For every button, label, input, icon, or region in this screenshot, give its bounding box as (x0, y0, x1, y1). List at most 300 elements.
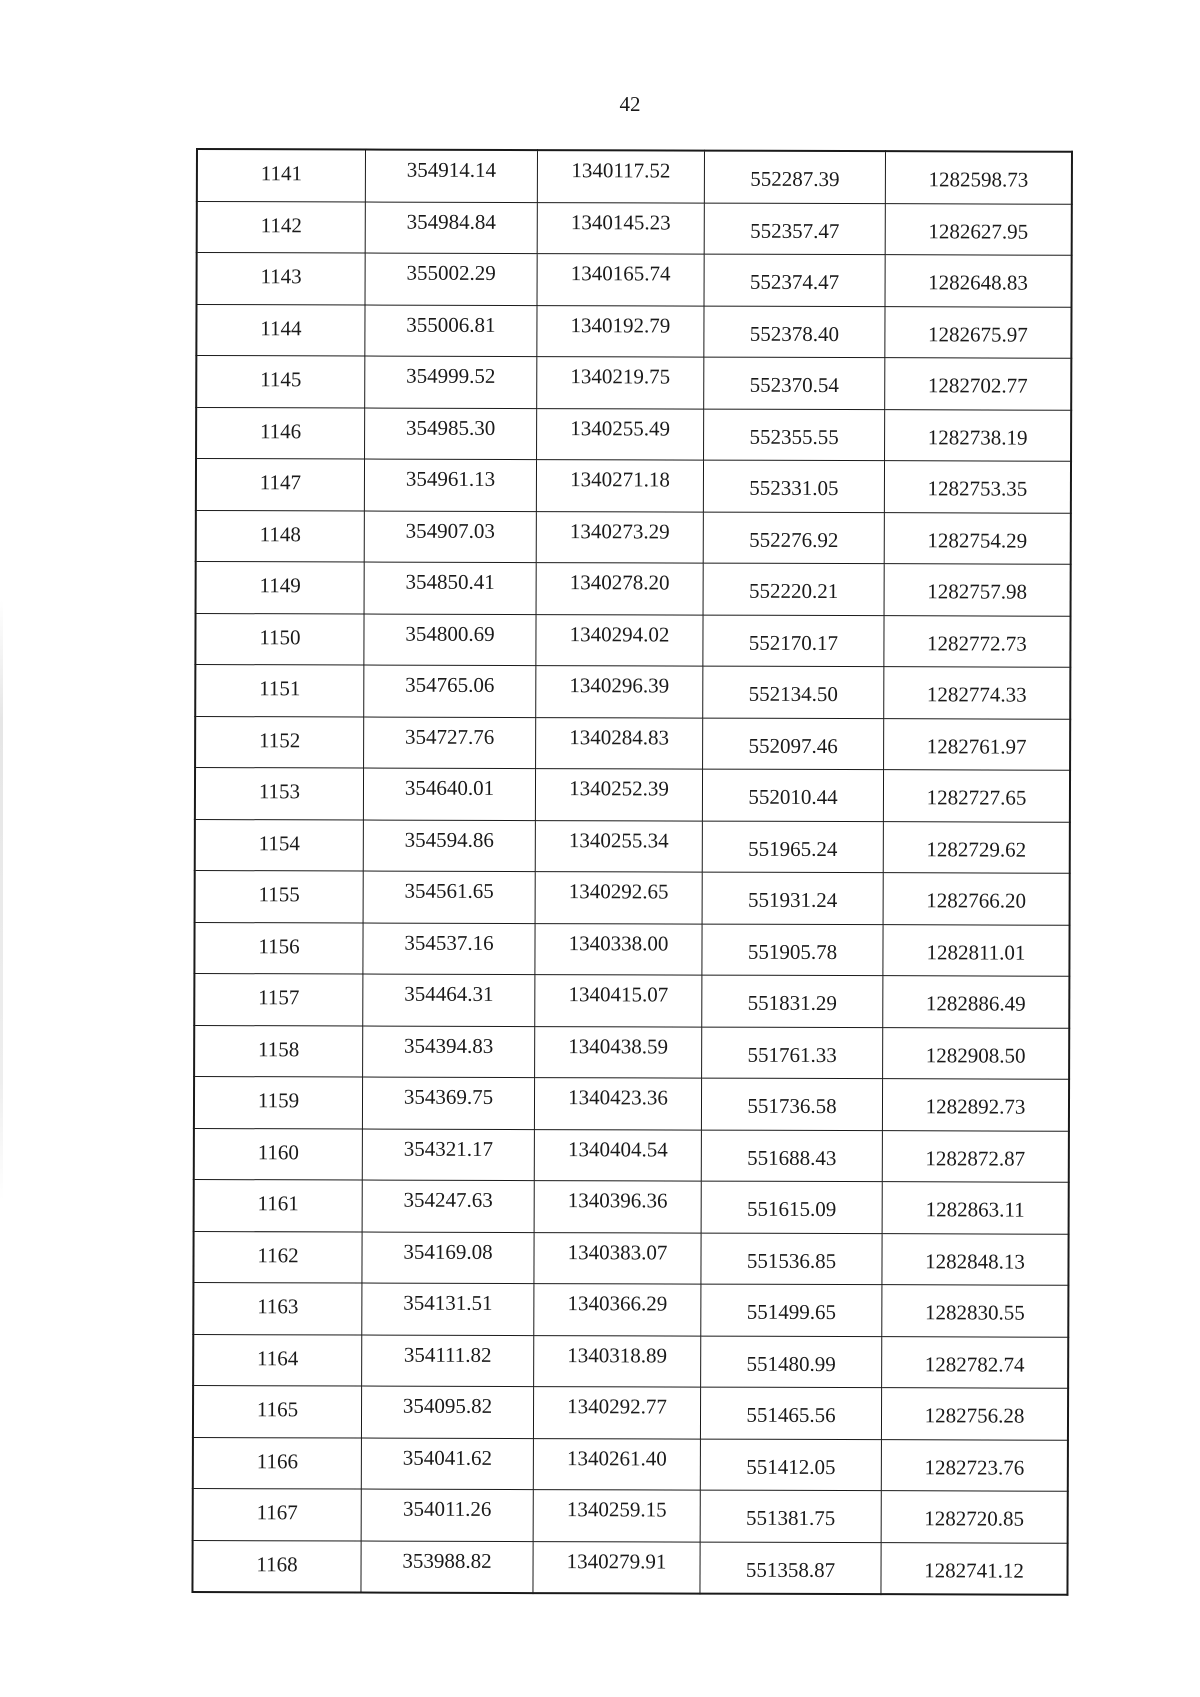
cell-value: 355006.81 (406, 312, 496, 337)
cell-value: 552097.46 (748, 733, 838, 758)
table-cell-y-coordinate-b (882, 1130, 1069, 1182)
cell-value: 1340423.36 (568, 1085, 668, 1110)
cell-value: 1340117.52 (571, 158, 671, 183)
table-cell-x-coordinate-a (364, 459, 536, 511)
table-cell-x-coordinate-b (701, 1284, 882, 1336)
table-cell-point-id (194, 1025, 363, 1077)
table-cell-y-coordinate-a (535, 923, 702, 975)
cell-value: 551931.24 (747, 887, 838, 913)
cell-value: 552134.50 (748, 681, 838, 707)
cell-value: 1282766.20 (926, 888, 1027, 913)
table-cell-x-coordinate-b (700, 1439, 881, 1491)
table-cell-x-coordinate-b (702, 872, 883, 924)
cell-value: 354765.06 (405, 672, 495, 698)
cell-value: 551905.78 (747, 939, 838, 964)
table-cell-y-coordinate-b (881, 1542, 1068, 1595)
table-cell-x-coordinate-a (365, 202, 537, 254)
cell-value: 1340366.29 (567, 1291, 668, 1316)
table-cell-x-coordinate-a (363, 820, 535, 872)
cell-value: 1168 (256, 1551, 298, 1577)
cell-value: 354321.17 (403, 1136, 494, 1161)
cell-value: 354369.75 (403, 1084, 494, 1110)
cell-value: 354850.41 (405, 569, 495, 595)
cell-value: 1340438.59 (568, 1033, 669, 1059)
cell-value: 354247.63 (403, 1187, 493, 1213)
cell-value: 552220.21 (748, 578, 839, 604)
cell-value: 354169.08 (403, 1239, 493, 1264)
table-cell-x-coordinate-a (361, 1489, 533, 1541)
table-row (194, 1076, 1069, 1130)
table-cell-x-coordinate-b (702, 821, 883, 873)
cell-value: 354999.52 (406, 363, 496, 389)
table-cell-y-coordinate-a (536, 717, 703, 769)
table-cell-x-coordinate-a (361, 1541, 533, 1594)
cell-value: 354640.01 (404, 775, 495, 801)
table-cell-point-id (195, 665, 364, 717)
table-cell-y-coordinate-b (883, 976, 1070, 1028)
table-cell-y-coordinate-b (884, 461, 1071, 513)
table-cell-y-coordinate-a (534, 1078, 701, 1130)
table-cell-y-coordinate-b (885, 306, 1072, 358)
cell-value: 1340294.02 (569, 621, 670, 647)
cell-value: 1340261.40 (566, 1445, 667, 1471)
cell-value: 551536.85 (746, 1248, 837, 1273)
table-cell-y-coordinate-b (884, 667, 1071, 719)
table-cell-x-coordinate-a (362, 1335, 534, 1387)
cell-value: 1282627.95 (928, 219, 1029, 244)
table-cell-point-id (194, 1128, 363, 1180)
cell-value: 551831.29 (747, 990, 837, 1016)
table-cell-x-coordinate-b (702, 769, 883, 821)
table-cell-y-coordinate-a (533, 1387, 700, 1439)
table-cell-point-id (197, 253, 366, 305)
cell-value: 1340145.23 (570, 209, 671, 235)
cell-value: 1340296.39 (569, 673, 670, 698)
cell-value: 1153 (258, 779, 301, 804)
table-row (197, 149, 1072, 204)
cell-value: 1282772.73 (927, 631, 1027, 656)
table-row (196, 562, 1071, 616)
table-cell-x-coordinate-b (703, 666, 884, 718)
table-cell-point-id (193, 1334, 362, 1386)
table-cell-point-id (195, 870, 364, 922)
table-row (196, 407, 1071, 461)
table-cell-point-id (193, 1437, 362, 1489)
table-cell-y-coordinate-a (535, 1026, 702, 1078)
table-row (195, 716, 1070, 770)
cell-value: 354984.84 (406, 209, 496, 234)
table-cell-y-coordinate-a (537, 254, 704, 306)
table-cell-y-coordinate-b (881, 1388, 1068, 1440)
cell-value: 354011.26 (402, 1496, 492, 1522)
cell-value: 354961.13 (405, 466, 496, 492)
cell-value: 1340273.29 (569, 518, 670, 544)
table-cell-point-id (194, 1179, 363, 1231)
cell-value: 1340415.07 (568, 982, 669, 1007)
cell-value: 1340192.79 (570, 312, 671, 338)
cell-value: 551761.33 (747, 1042, 837, 1067)
table-cell-point-id (193, 1385, 362, 1437)
table-cell-y-coordinate-b (882, 1336, 1069, 1388)
coordinate-table-body (192, 149, 1072, 1595)
page-number: 42 (619, 92, 641, 116)
table-cell-x-coordinate-a (364, 511, 536, 563)
table-cell-x-coordinate-a (363, 923, 535, 975)
cell-value: 1282756.28 (924, 1403, 1025, 1428)
table-cell-x-coordinate-b (702, 1027, 883, 1079)
table-cell-point-id (196, 562, 365, 614)
table-row (195, 768, 1070, 822)
cell-value: 552287.39 (750, 166, 840, 192)
cell-value: 354111.82 (403, 1342, 492, 1367)
cell-value: 354985.30 (405, 415, 496, 440)
cell-value: 1157 (258, 985, 300, 1010)
cell-value: 1165 (256, 1397, 299, 1422)
table-cell-x-coordinate-b (704, 306, 885, 358)
cell-value: 1340279.91 (566, 1548, 667, 1574)
table-row (195, 870, 1070, 924)
cell-value: 1340338.00 (568, 930, 669, 956)
scan-edge-shadow (0, 600, 3, 1200)
table-cell-y-coordinate-b (883, 924, 1070, 976)
coordinate-table (191, 148, 1073, 1596)
table-cell-x-coordinate-a (362, 1129, 534, 1181)
table-cell-x-coordinate-b (703, 718, 884, 770)
cell-value: 1166 (256, 1448, 299, 1474)
table-cell-y-coordinate-a (534, 1129, 701, 1181)
cell-value: 1340396.36 (567, 1188, 668, 1213)
table-cell-x-coordinate-b (700, 1490, 881, 1542)
cell-value: 1282648.83 (928, 270, 1028, 295)
table-row (195, 665, 1070, 719)
cell-value: 552010.44 (748, 784, 838, 810)
table-cell-x-coordinate-a (363, 768, 535, 820)
cell-value: 1152 (258, 727, 301, 753)
cell-value: 354394.83 (404, 1033, 494, 1058)
cell-value: 1282757.98 (927, 579, 1028, 604)
cell-value: 354561.65 (404, 878, 494, 904)
cell-value: 1282598.73 (928, 167, 1029, 192)
table-cell-point-id (194, 973, 363, 1025)
cell-value: 551480.99 (746, 1351, 836, 1376)
cell-value: 1282675.97 (928, 322, 1028, 347)
cell-value: 551412.05 (746, 1454, 836, 1479)
table-cell-point-id (196, 356, 365, 408)
cell-value: 1340259.15 (566, 1497, 667, 1522)
cell-value: 1282886.49 (925, 991, 1026, 1016)
cell-value: 552370.54 (749, 372, 839, 398)
table-cell-y-coordinate-b (883, 1027, 1070, 1079)
table-cell-point-id (195, 819, 364, 871)
table-cell-y-coordinate-b (883, 821, 1070, 873)
cell-value: 1160 (257, 1139, 299, 1165)
cell-value: 1151 (259, 676, 301, 701)
table-cell-x-coordinate-b (704, 409, 885, 461)
cell-value: 552276.92 (749, 527, 839, 552)
cell-value: 354095.82 (402, 1393, 493, 1419)
cell-value: 1162 (257, 1242, 299, 1268)
table-cell-x-coordinate-a (365, 356, 537, 408)
table-cell-point-id (192, 1540, 361, 1593)
table-cell-y-coordinate-a (535, 820, 702, 872)
table-cell-x-coordinate-b (701, 1078, 882, 1130)
table-cell-x-coordinate-b (702, 924, 883, 976)
table-cell-y-coordinate-b (883, 873, 1070, 925)
table-row (197, 253, 1072, 307)
cell-value: 354594.86 (404, 827, 494, 852)
table-cell-x-coordinate-a (363, 974, 535, 1026)
table-cell-x-coordinate-a (365, 253, 537, 305)
cell-value: 1144 (260, 315, 302, 341)
table-cell-x-coordinate-b (704, 357, 885, 409)
cell-value: 1146 (259, 418, 302, 444)
table-cell-y-coordinate-b (882, 1285, 1069, 1337)
table-row (196, 356, 1071, 410)
table-cell-y-coordinate-a (537, 305, 704, 357)
cell-value: 354800.69 (405, 621, 495, 646)
table-row (194, 973, 1069, 1027)
cell-value: 552355.55 (749, 424, 839, 449)
cell-value: 1340318.89 (567, 1342, 668, 1368)
cell-value: 1282741.12 (924, 1558, 1024, 1583)
cell-value: 1141 (260, 161, 303, 186)
cell-value: 1167 (256, 1500, 298, 1525)
table-row (196, 304, 1071, 358)
table-cell-point-id (193, 1282, 362, 1334)
table-cell-x-coordinate-a (361, 1386, 533, 1438)
table-cell-y-coordinate-a (533, 1541, 700, 1594)
table-cell-x-coordinate-a (365, 305, 537, 357)
table-row (196, 510, 1071, 564)
cell-value: 1282872.87 (925, 1146, 1026, 1171)
cell-value: 1150 (259, 624, 301, 650)
cell-value: 551615.09 (747, 1196, 837, 1222)
table-cell-y-coordinate-a (533, 1438, 700, 1490)
cell-value: 552378.40 (749, 321, 840, 346)
table-cell-y-coordinate-b (882, 1182, 1069, 1234)
table-row (192, 1540, 1067, 1595)
table-row (193, 1231, 1068, 1285)
table-cell-x-coordinate-b (700, 1542, 881, 1595)
cell-value: 1282702.77 (927, 373, 1028, 398)
table-cell-y-coordinate-a (535, 872, 702, 924)
cell-value: 1340252.39 (569, 776, 669, 801)
table-cell-x-coordinate-b (701, 1130, 882, 1182)
cell-value: 1282727.65 (926, 785, 1027, 810)
cell-value: 1145 (260, 367, 302, 392)
table-cell-point-id (196, 510, 365, 562)
cell-value: 552357.47 (750, 218, 840, 243)
cell-value: 1159 (257, 1088, 300, 1113)
table-row (193, 1282, 1068, 1336)
cell-value: 1340383.07 (567, 1239, 668, 1265)
cell-value: 1282782.74 (924, 1352, 1025, 1377)
table-cell-y-coordinate-b (882, 1079, 1069, 1131)
cell-value: 551465.56 (746, 1402, 836, 1428)
cell-value: 551358.87 (745, 1557, 836, 1582)
cell-value: 1340255.34 (568, 827, 669, 853)
cell-value: 551499.65 (746, 1299, 837, 1325)
coordinate-table-container (191, 148, 1065, 1596)
table-cell-y-coordinate-a (534, 1181, 701, 1233)
table-cell-x-coordinate-b (703, 512, 884, 564)
cell-value: 1282830.55 (924, 1300, 1025, 1325)
cell-value: 1282892.73 (925, 1094, 1026, 1119)
table-cell-point-id (194, 922, 363, 974)
table-cell-y-coordinate-b (884, 615, 1071, 667)
table-cell-x-coordinate-b (704, 203, 885, 255)
cell-value: 354131.51 (403, 1290, 493, 1316)
cell-value: 552170.17 (748, 630, 839, 655)
cell-value: 1143 (260, 264, 302, 289)
cell-value: 1156 (258, 933, 300, 959)
table-cell-y-coordinate-b (884, 512, 1071, 564)
table-cell-x-coordinate-b (701, 1181, 882, 1233)
table-row (195, 819, 1070, 873)
cell-value: 551381.75 (746, 1505, 836, 1531)
cell-value: 1155 (258, 882, 300, 907)
table-row (194, 1025, 1069, 1079)
table-cell-y-coordinate-b (881, 1439, 1068, 1491)
table-row (194, 1179, 1069, 1233)
cell-value: 552331.05 (749, 475, 839, 501)
cell-value: 354464.31 (404, 981, 494, 1007)
table-cell-x-coordinate-a (363, 871, 535, 923)
table-row (193, 1334, 1068, 1388)
table-row (197, 201, 1072, 255)
table-cell-y-coordinate-a (535, 769, 702, 821)
table-cell-point-id (196, 459, 365, 511)
table-cell-x-coordinate-b (702, 975, 883, 1027)
cell-value: 551736.58 (747, 1093, 837, 1119)
cell-value: 354041.62 (402, 1445, 493, 1470)
cell-value: 1142 (260, 212, 302, 238)
table-cell-y-coordinate-a (537, 150, 704, 203)
table-cell-y-coordinate-a (536, 460, 703, 512)
table-cell-y-coordinate-b (884, 564, 1071, 616)
table-cell-y-coordinate-b (881, 1491, 1068, 1543)
table-cell-point-id (195, 768, 364, 820)
cell-value: 353988.82 (402, 1548, 492, 1573)
table-cell-y-coordinate-a (537, 202, 704, 254)
table-cell-x-coordinate-a (362, 1232, 534, 1284)
table-cell-x-coordinate-a (364, 614, 536, 666)
table-cell-x-coordinate-b (701, 1336, 882, 1388)
table-cell-x-coordinate-a (364, 665, 536, 717)
table-cell-x-coordinate-a (364, 717, 536, 769)
table-cell-y-coordinate-b (885, 255, 1072, 307)
table-cell-x-coordinate-b (701, 1233, 882, 1285)
cell-value: 1161 (257, 1191, 299, 1216)
cell-value: 1340292.65 (568, 879, 669, 904)
table-cell-y-coordinate-a (537, 408, 704, 460)
table-row (195, 613, 1070, 667)
table-cell-point-id (194, 1076, 363, 1128)
cell-value: 1340278.20 (569, 570, 670, 595)
table-cell-point-id (196, 304, 365, 356)
table-cell-point-id (197, 149, 366, 202)
table-cell-y-coordinate-a (536, 614, 703, 666)
table-cell-y-coordinate-a (537, 357, 704, 409)
table-cell-y-coordinate-b (884, 718, 1071, 770)
table-cell-point-id (195, 716, 364, 768)
cell-value: 1158 (258, 1036, 300, 1062)
table-cell-y-coordinate-a (534, 1232, 701, 1284)
cell-value: 1282811.01 (926, 940, 1026, 965)
table-cell-y-coordinate-b (883, 770, 1070, 822)
cell-value: 1340292.77 (567, 1394, 667, 1419)
table-cell-x-coordinate-a (361, 1438, 533, 1490)
table-cell-y-coordinate-b (885, 151, 1072, 204)
table-cell-x-coordinate-a (362, 1180, 534, 1232)
cell-value: 1340219.75 (570, 364, 671, 389)
table-cell-x-coordinate-b (704, 254, 885, 306)
table-cell-y-coordinate-a (533, 1490, 700, 1542)
table-cell-x-coordinate-a (362, 1077, 534, 1129)
table-cell-y-coordinate-a (535, 975, 702, 1027)
cell-value: 354914.14 (406, 157, 497, 183)
table-row (194, 1128, 1069, 1182)
cell-value: 1282753.35 (927, 476, 1028, 501)
table-cell-point-id (197, 201, 366, 253)
cell-value: 1149 (259, 573, 301, 598)
table-cell-point-id (195, 613, 364, 665)
table-row (193, 1437, 1068, 1491)
table-cell-x-coordinate-a (362, 1283, 534, 1335)
cell-value: 1340255.49 (570, 415, 671, 441)
table-cell-y-coordinate-a (534, 1335, 701, 1387)
table-cell-y-coordinate-b (885, 409, 1072, 461)
cell-value: 1340404.54 (567, 1136, 668, 1162)
table-cell-x-coordinate-b (703, 563, 884, 615)
cell-value: 354537.16 (404, 930, 494, 955)
table-cell-x-coordinate-a (364, 562, 536, 614)
cell-value: 1164 (257, 1345, 299, 1371)
cell-value: 1148 (259, 521, 301, 547)
table-cell-y-coordinate-a (536, 563, 703, 615)
cell-value: 1282774.33 (926, 682, 1027, 707)
table-cell-y-coordinate-b (885, 358, 1072, 410)
table-cell-y-coordinate-a (536, 511, 703, 563)
table-row (193, 1385, 1068, 1439)
cell-value: 552374.47 (749, 269, 840, 295)
table-cell-y-coordinate-a (534, 1284, 701, 1336)
table-cell-y-coordinate-b (882, 1233, 1069, 1285)
cell-value: 355002.29 (406, 260, 496, 286)
cell-value: 551688.43 (747, 1145, 837, 1170)
table-cell-x-coordinate-b (704, 151, 885, 204)
cell-value: 551965.24 (748, 836, 838, 861)
cell-value: 354727.76 (404, 724, 495, 749)
cell-value: 1282720.85 (924, 1506, 1025, 1531)
cell-value: 1340165.74 (570, 261, 671, 286)
table-row (194, 922, 1069, 976)
cell-value: 1282729.62 (926, 837, 1027, 862)
table-cell-point-id (193, 1231, 362, 1283)
cell-value: 354907.03 (405, 518, 495, 543)
table-cell-x-coordinate-b (700, 1387, 881, 1439)
table-cell-x-coordinate-b (703, 615, 884, 667)
cell-value: 1282848.13 (925, 1249, 1025, 1274)
table-cell-y-coordinate-a (536, 666, 703, 718)
cell-value: 1163 (257, 1294, 299, 1319)
cell-value: 1282754.29 (927, 528, 1028, 553)
cell-value: 1282723.76 (924, 1455, 1025, 1480)
table-cell-x-coordinate-a (365, 150, 537, 203)
table-row (196, 459, 1071, 513)
table-row (193, 1488, 1068, 1542)
cell-value: 1340271.18 (570, 467, 670, 492)
